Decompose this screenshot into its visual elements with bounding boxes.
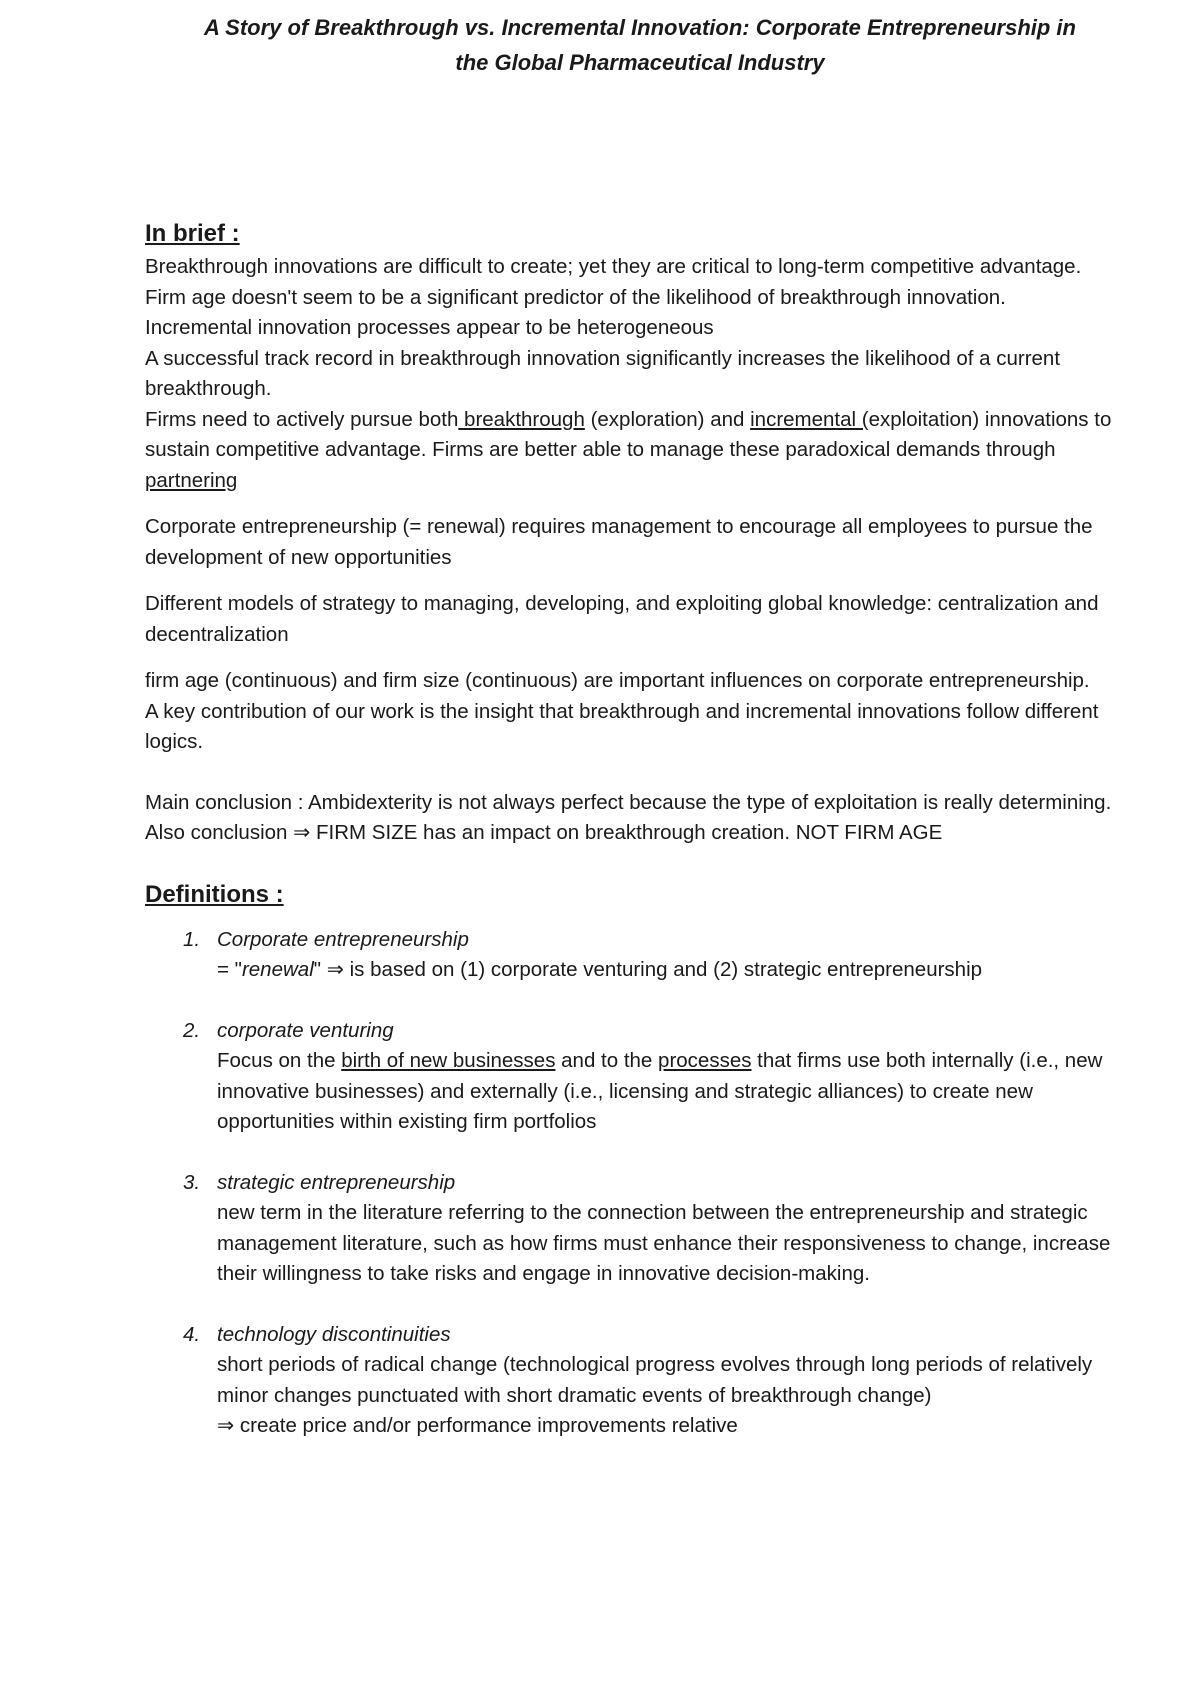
also-conclusion: Also conclusion ⇒ FIRM SIZE has an impact on breakthrough creation. NOT FIRM AGE [145,821,943,844]
definition-body: new term in the literature referring to the connection between the entrepreneurship and strategic management literature, such as how firms must enhance their responsiveness to change, increase their willingness to take risks and engage in innovative decision-making. [217,1201,1111,1285]
definition-item [145,925,1125,986]
definition-body-text: and to the [555,1049,659,1072]
definition-term: corporate venturing [217,1018,394,1042]
definition-body: short periods of radical change (technological progress evolves through long periods of relatively minor changes punctuated with short dramatic events of breakthrough change) [217,1353,1093,1407]
brief-p5-text-a: Firms need to actively pursue both [145,407,459,431]
underlined-processes: processes [658,1049,752,1072]
definition-body-text: that firms use both internally (i.e., new innovative businesses) and externally (i.e., licensing and strategic alliances) to create new opportunities within existing firm portfolios [217,1049,1103,1133]
definition-item [145,1016,1125,1138]
definition-term: strategic entrepreneurship [217,1170,456,1194]
underlined-breakthrough: breakthrough [458,407,585,431]
title-line-2: the Global Pharmaceutical Industry [455,50,825,75]
definition-item [145,1320,1125,1442]
brief-paragraph-1: Breakthrough innovations are difficult to create; yet they are critical to long-term competitive advantage. [145,255,1082,278]
brief-p5-text-e: exploitation) innovations to sustain competitive advantage. Firms are better able to manage these paradoxical demands through [145,407,1112,461]
definitions-heading: Definitions : [145,880,284,908]
definition-body-arrow-line: ⇒ create price and/or performance improvements relative [217,1414,738,1437]
brief-p5-text-c: (exploration) and [584,407,751,431]
brief-paragraph-3: Incremental innovation processes appear to be heterogeneous [145,316,714,339]
definition-body [217,955,1125,986]
definition-body [217,1046,1125,1138]
brief-paragraph-5 [145,405,1125,497]
main-conclusion: Main conclusion : Ambidexterity is not always perfect because the type of exploitation is really determining. [145,790,1112,814]
definition-term: technology discontinuities [217,1322,451,1346]
definition-body-text: Focus on the [217,1049,342,1072]
underlined-birth-of-new-businesses: birth of new businesses [341,1049,556,1072]
document-body [145,218,1125,1472]
definition-body-text: " ⇒ is based on (1) corporate venturing and (2) strategic entrepreneurship [313,958,983,981]
brief-paragraph-2: Firm age doesn't seem to be a significant predictor of the likelihood of breakthrough innovation. [145,285,1006,309]
underlined-partnering: partnering [145,468,238,492]
definition-term: Corporate entrepreneurship [217,927,469,951]
underlined-incremental: incremental ( [750,407,869,431]
definition-number: 2. [183,1018,201,1042]
brief-paragraph-4: A successful track record in breakthrough innovation significantly increases the likelihood of a current breakthrough. [145,346,1061,400]
definition-body-italic: renewal [241,958,314,981]
brief-heading: In brief : [145,220,240,247]
definitions-list [145,925,1125,1442]
definition-number: 4. [183,1322,201,1346]
brief-paragraph-9: A key contribution of our work is the insight that breakthrough and incremental innovations follow different logics. [145,699,1099,753]
title-line-1: A Story of Breakthrough vs. Incremental Innovation: Corporate Entrepreneurship in [204,15,1076,40]
definition-number: 1. [183,927,201,951]
definition-item [145,1168,1125,1290]
brief-paragraph-7: Different models of strategy to managing, developing, and exploiting global knowledge: centralization and decentralization [145,592,1099,646]
definition-body-text: = " [217,958,242,981]
definition-number: 3. [183,1170,201,1194]
document-title [130,10,1150,80]
brief-paragraph-8: firm age (continuous) and firm size (continuous) are important influences on corporate entrepreneurship. [145,669,1090,692]
brief-paragraph-6: Corporate entrepreneurship (= renewal) requires management to encourage all employees to pursue the development of new opportunities [145,515,1093,569]
